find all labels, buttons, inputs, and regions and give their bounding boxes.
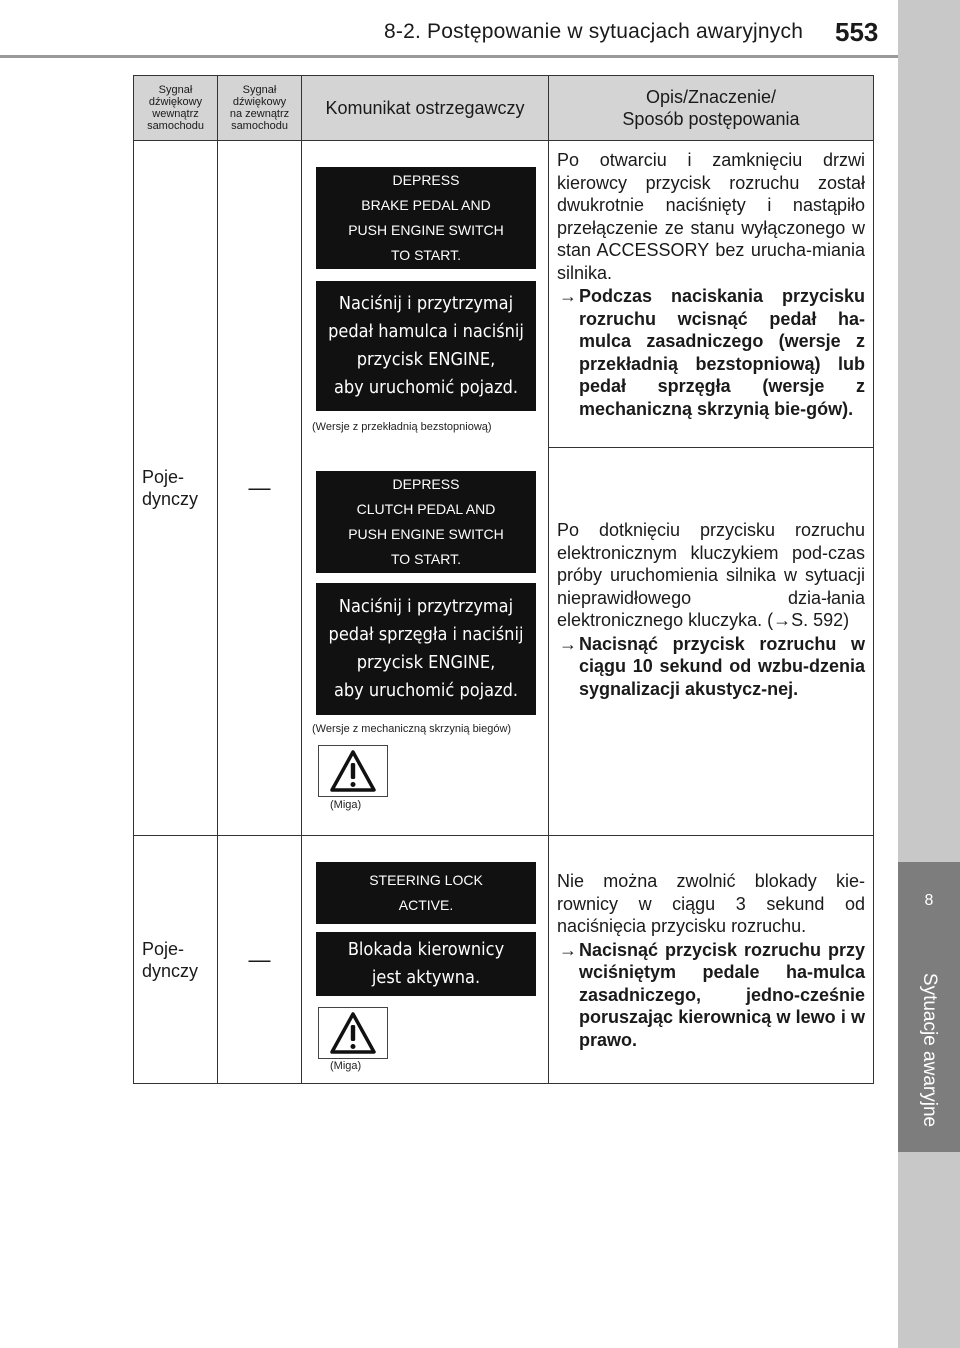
display-brake-pl: Naciśnij i przytrzymaj pedał hamulca i naciśnij przycisk ENGINE, aby uruchomić pojazd. [316, 281, 536, 411]
description-text: Po otwarciu i zamknięciu drzwi kierowcy przycisk rozruchu został dwukrotnie naciśnięty i nastąpiło przełączenie ze stanu wyłączonego w stan ACCESSORY bez urucha-miania silnika. [557, 150, 865, 283]
action-item [557, 939, 865, 1052]
description-cell [549, 141, 874, 448]
description-cell [549, 836, 874, 1084]
arrow-icon: → [559, 286, 577, 306]
warning-message-cell [302, 836, 549, 1084]
display-clutch-pl: Naciśnij i przytrzymaj pedał sprzęgła i naciśnij przycisk ENGINE, aby uruchomić pojazd. [316, 583, 536, 715]
signal-inside-cell: Poje- dynczy [134, 836, 218, 1084]
blink-label: (Miga) [330, 799, 362, 811]
signal-outside-cell: — [218, 836, 302, 1084]
warning-triangle-icon [318, 1007, 388, 1059]
description-text: Po dotknięciu przycisku rozruchu elektronicznym kluczykiem pod-czas próby uruchomienia silnika w sytuacji nieprawidłowego dzia-łania elektronicznego kluczyka. (→S. 592) [557, 520, 865, 630]
warning-message-cell [302, 141, 549, 836]
chapter-title: Sytuacje awaryjne [919, 972, 940, 1128]
caption-manual: (Wersje z mechaniczną skrzynią biegów) [312, 723, 512, 735]
header-description: Opis/Znaczenie/ Sposób postępowania [549, 76, 874, 141]
warning-triangle-icon [318, 745, 388, 797]
action-item [557, 285, 865, 420]
display-depress-brake: DEPRESS BRAKE PEDAL AND PUSH ENGINE SWITCH TO START. [316, 167, 536, 269]
signal-outside-cell: — [218, 141, 302, 836]
action-text: Nacisnąć przycisk rozruchu przy wciśniętym pedale ha-mulca zasadniczego, jedno-cześnie poruszając kierownicą w lewo i w prawo. [579, 939, 865, 1050]
action-text: Podczas naciskania przycisku rozruchu wcisnąć pedał ha-mulca zasadniczego (wersje z przekładnią bezstopniową) lub pedał sprzęgła (wersje z mechaniczną skrzynią bie-gów). [579, 286, 865, 419]
description-text: Nie można zwolnić blokady kie-rownicy w ciągu 3 sekund od naciśnięcia przycisku rozruchu. [557, 871, 865, 936]
chapter-number: 8 [924, 892, 934, 909]
action-item [557, 633, 865, 701]
table-header-row [134, 76, 874, 141]
header-divider [0, 55, 898, 58]
blink-label: (Miga) [330, 1060, 362, 1072]
action-text: Nacisnąć przycisk rozruchu w ciągu 10 sekund od wzbu-dzenia sygnalizacji akustycz-nej. [579, 633, 865, 699]
section-title: 8-2. Postępowanie w sytuacjach awaryjnych [384, 20, 804, 43]
table-row [134, 836, 874, 1084]
display-depress-clutch: DEPRESS CLUTCH PEDAL AND PUSH ENGINE SWITCH TO START. [316, 471, 536, 573]
warning-messages-table [133, 75, 874, 1084]
display-steering-lock: STEERING LOCK ACTIVE. [316, 862, 536, 924]
page-number: 553 [835, 17, 879, 47]
arrow-icon: → [559, 633, 577, 654]
arrow-icon: → [559, 939, 577, 960]
table-row [134, 141, 874, 448]
display-steering-lock-pl: Blokada kierownicy jest aktywna. [316, 932, 536, 996]
caption-cvt: (Wersje z przekładnią bezstopniową) [312, 421, 492, 433]
signal-inside-cell: Poje- dynczy [134, 141, 218, 836]
header-signal-inside: Sygnał dźwiękowy wewnątrz samochodu [134, 76, 218, 141]
header-signal-outside: Sygnał dźwiękowy na zewnątrz samochodu [218, 76, 302, 141]
description-cell [549, 448, 874, 836]
header-warning-message: Komunikat ostrzegawczy [302, 76, 549, 141]
